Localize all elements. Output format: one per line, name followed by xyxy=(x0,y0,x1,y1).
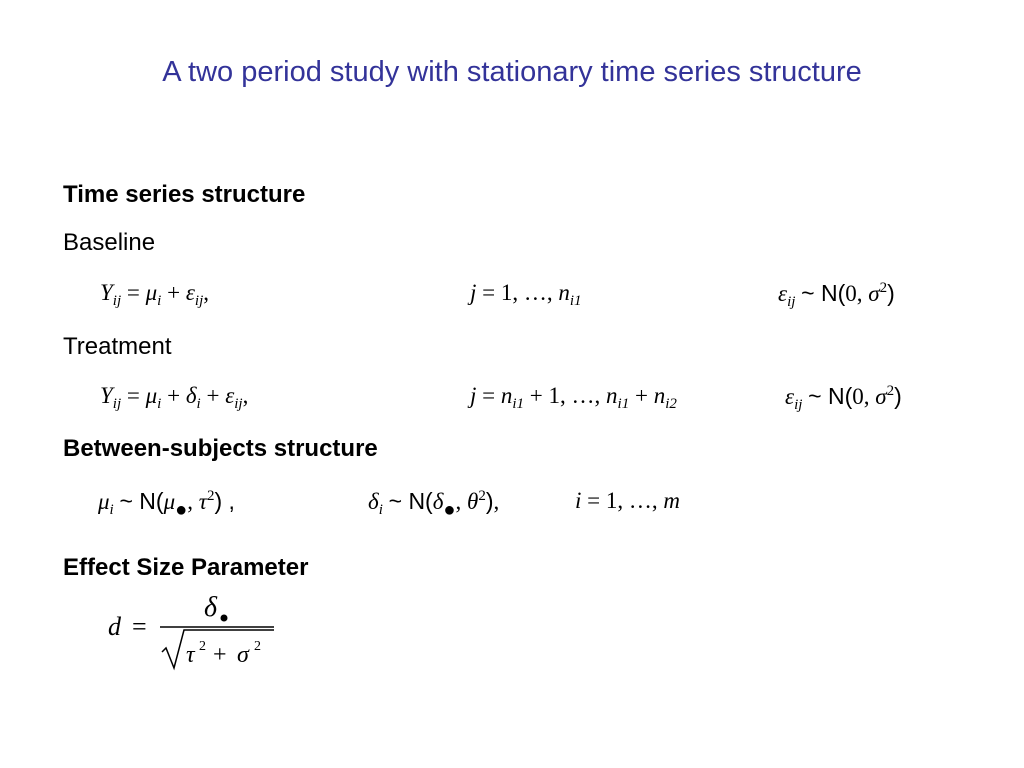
svg-text:σ: σ xyxy=(237,642,249,668)
baseline-error-distribution: $\varepsilon_{ij}$ ~ N(0, $\sigma^2$) xyxy=(778,280,895,310)
between-subjects-heading: Between-subjects structure xyxy=(63,435,378,462)
svg-text:+: + xyxy=(213,642,227,668)
baseline-model-equation: $Y_{ij} = \mu_i + \varepsilon_{ij}$, xyxy=(100,280,209,309)
baseline-index-range: j = 1, …, $n_{i1}$ xyxy=(470,280,582,309)
subject-index-range: i = 1, …, m xyxy=(575,488,680,513)
svg-text:2: 2 xyxy=(199,639,206,654)
mu-distribution: $\mu_i$ ~ N(μ●, $\tau^2$) , xyxy=(98,488,235,521)
svg-text:δ: δ xyxy=(204,592,218,623)
svg-text:d: d xyxy=(108,612,121,641)
effect-size-formula xyxy=(100,592,290,682)
svg-text:=: = xyxy=(132,612,147,641)
treatment-index-range: $j = n_{i1} + 1$, …, $n_{i1} + n_{i2}$ xyxy=(470,383,677,412)
slide-title: A two period study with stationary time series structure xyxy=(162,56,862,88)
delta-distribution: $\delta_i$ ~ N(δ●, $\theta^2$), xyxy=(368,488,500,521)
treatment-label: Treatment xyxy=(63,333,172,360)
treatment-model-equation: $Y_{ij} = \mu_i + \delta_i + \varepsilon_{ij}$, xyxy=(100,383,249,412)
treatment-error-distribution: $\varepsilon_{ij}$ ~ N(0, $\sigma^2$) xyxy=(785,383,902,413)
baseline-label: Baseline xyxy=(63,229,156,256)
svg-text:τ: τ xyxy=(186,642,195,668)
effect-size-heading: Effect Size Parameter xyxy=(63,554,309,581)
time-series-heading: Time series structure xyxy=(63,181,306,208)
svg-text:2: 2 xyxy=(254,639,261,654)
